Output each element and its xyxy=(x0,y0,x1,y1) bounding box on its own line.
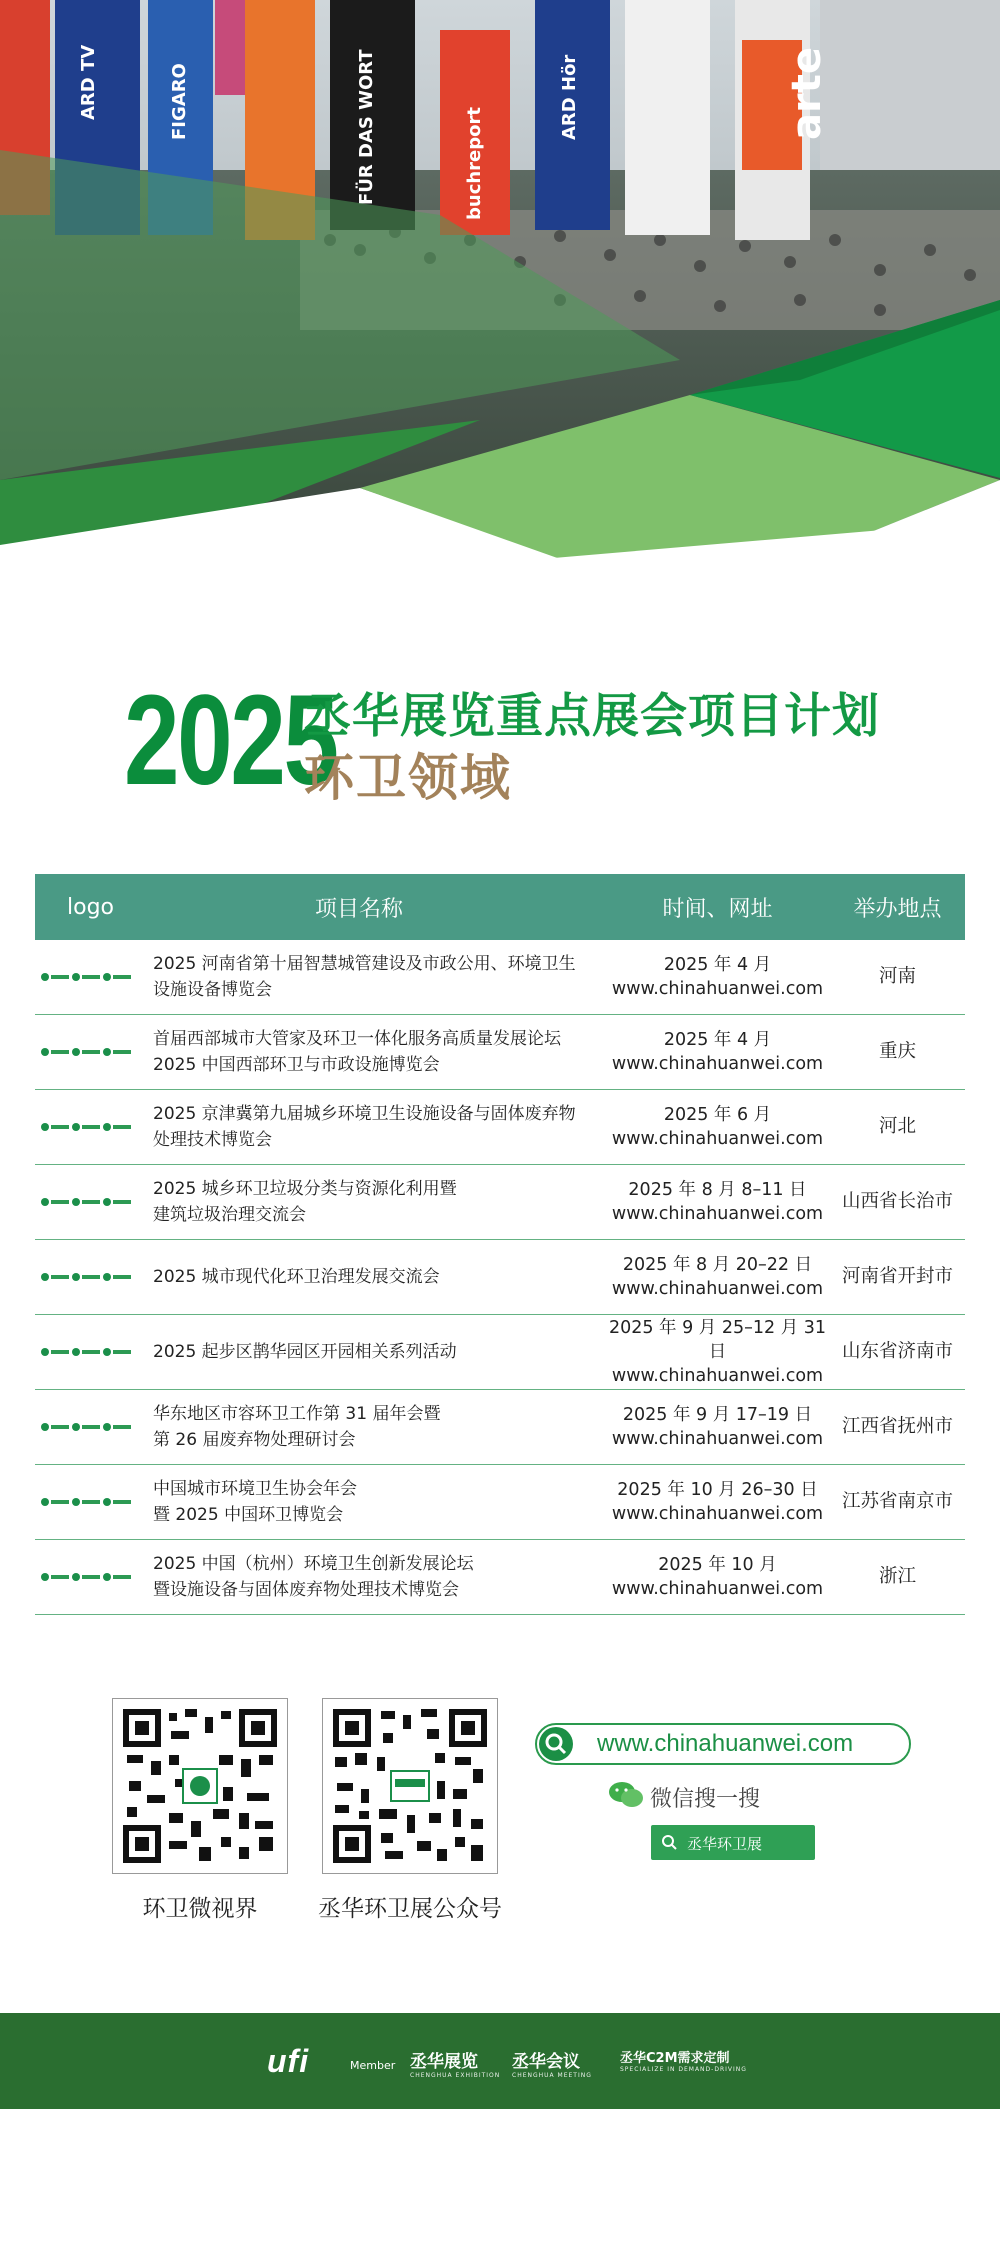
wechat-label-text: 微信搜一搜 xyxy=(650,1787,761,1812)
table-row xyxy=(35,1315,965,1390)
svg-text:buchreport: buchreport xyxy=(464,106,485,220)
project-location: 河南省开封市 xyxy=(841,1266,953,1287)
brand3-name: 丞华C2M需求定制 xyxy=(620,2051,730,2066)
title-block xyxy=(124,669,924,835)
project-name-line1: 2025 城市现代化环卫治理发展交流会 xyxy=(153,1267,440,1287)
project-time xyxy=(605,1553,830,1601)
project-name-line1: 2025 河南省第十届智慧城管建设及市政公用、环境卫生 xyxy=(153,954,576,974)
project-time xyxy=(605,953,830,1001)
project-name-line1: 华东地区市容环卫工作第 31 届年会暨 xyxy=(153,1404,441,1424)
project-url[interactable]: www.chinahuanwei.com xyxy=(611,1054,824,1074)
project-url[interactable]: www.chinahuanwei.com xyxy=(611,1504,824,1524)
brand2-name: 丞华会议 xyxy=(512,2052,580,2072)
svg-text:FÜR DAS WORT: FÜR DAS WORT xyxy=(356,49,377,205)
table-row xyxy=(35,1240,965,1315)
table-body xyxy=(35,940,965,1615)
project-name xyxy=(35,1476,605,1528)
project-name-line2: 建筑垃圾治理交流会 xyxy=(153,1205,306,1225)
qr-code-official-account[interactable] xyxy=(322,1698,498,1874)
footer-brand-bar xyxy=(0,2013,1000,2109)
project-time xyxy=(605,1253,830,1301)
project-location: 河北 xyxy=(878,1116,916,1137)
wechat-search-label xyxy=(650,1782,760,1813)
website-link[interactable] xyxy=(535,1723,911,1765)
project-name xyxy=(35,1401,605,1453)
brand-chenghua-meeting xyxy=(512,2047,592,2079)
title-sub: 环卫领域 xyxy=(304,748,512,807)
wechat-search-box[interactable] xyxy=(651,1825,815,1860)
table-row xyxy=(35,1090,965,1165)
svg-text:ARD Hör: ARD Hör xyxy=(559,54,580,140)
project-time xyxy=(605,1478,830,1526)
project-location: 江西省抚州市 xyxy=(841,1416,953,1437)
project-time xyxy=(605,1316,830,1388)
table-row xyxy=(35,1015,965,1090)
project-name xyxy=(35,1551,605,1603)
exhibition-hall-photo xyxy=(0,0,1000,605)
brand1-sub: CHENGHUA EXHIBITION xyxy=(410,2072,501,2079)
project-name xyxy=(35,1101,605,1153)
project-name-line1: 2025 城乡环卫垃圾分类与资源化利用暨 xyxy=(153,1179,457,1199)
project-location: 江苏省南京市 xyxy=(841,1491,953,1512)
ufi-member-text: Member xyxy=(350,2059,396,2072)
project-url[interactable]: www.chinahuanwei.com xyxy=(611,1579,824,1599)
project-url[interactable]: www.chinahuanwei.com xyxy=(611,1366,824,1386)
project-name-line2: 设施设备博览会 xyxy=(153,980,272,1000)
project-url[interactable]: www.chinahuanwei.com xyxy=(611,1204,824,1224)
project-name-line2: 暨 2025 中国环卫博览会 xyxy=(153,1505,344,1525)
svg-text:arte: arte xyxy=(784,47,830,140)
project-date: 2025 年 10 月 26–30 日 xyxy=(617,1480,818,1500)
project-name-line2: 暨设施设备与固体废弃物处理技术博览会 xyxy=(153,1580,459,1600)
project-name-line1: 2025 京津冀第九届城乡环境卫生设施设备与固体废弃物 xyxy=(153,1104,576,1124)
project-location: 浙江 xyxy=(878,1566,916,1587)
qr-icon xyxy=(333,1709,487,1863)
brand2-sub: CHENGHUA MEETING xyxy=(512,2072,592,2079)
brand3-sub: SPECIALIZE IN DEMAND-DRIVING xyxy=(620,2066,747,2073)
project-name-line1: 2025 起步区鹊华园区开园相关系列活动 xyxy=(153,1342,457,1362)
project-name-line1: 中国城市环境卫生协会年会 xyxy=(153,1479,357,1499)
table-row xyxy=(35,940,965,1015)
project-name xyxy=(35,1176,605,1228)
project-name-line2: 处理技术博览会 xyxy=(153,1130,272,1150)
website-url: www.chinahuanwei.com xyxy=(597,1730,854,1757)
project-date: 2025 年 9 月 17–19 日 xyxy=(622,1405,813,1425)
banner-ard-tv: ARD TV xyxy=(78,44,99,120)
project-name-line2: 第 26 届废弃物处理研讨会 xyxy=(153,1430,356,1450)
search-icon xyxy=(539,1727,573,1761)
project-url[interactable]: www.chinahuanwei.com xyxy=(611,979,824,999)
wechat-icon xyxy=(608,1780,644,1810)
qr-icon xyxy=(123,1709,277,1863)
project-date: 2025 年 8 月 20–22 日 xyxy=(622,1255,813,1275)
table-row xyxy=(35,1390,965,1465)
qr-caption-1: 环卫微视界 xyxy=(142,1896,258,1922)
project-date: 2025 年 4 月 xyxy=(663,1030,772,1050)
project-url[interactable]: www.chinahuanwei.com xyxy=(611,1429,824,1449)
project-name xyxy=(35,1264,605,1290)
brand-chenghua-c2m xyxy=(620,2047,747,2073)
brand-chenghua-exhibition xyxy=(410,2047,500,2079)
project-name-line1: 首届西部城市大管家及环卫一体化服务高质量发展论坛 xyxy=(153,1029,561,1049)
table-row xyxy=(35,1465,965,1540)
project-time xyxy=(605,1178,830,1226)
project-location: 山东省济南市 xyxy=(841,1341,953,1362)
project-name-line1: 2025 中国（杭州）环境卫生创新发展论坛 xyxy=(153,1554,474,1574)
qr-caption-2: 丞华环卫展公众号 xyxy=(318,1896,502,1922)
header-place: 举办地点 xyxy=(853,896,942,922)
search-term: 丞华环卫展 xyxy=(687,1835,763,1853)
project-time xyxy=(605,1028,830,1076)
project-date: 2025 年 9 月 25–12 月 31 日 xyxy=(608,1318,827,1362)
header-logo: logo xyxy=(67,894,114,920)
svg-text:FIGARO: FIGARO xyxy=(169,63,190,140)
project-name-line2: 2025 中国西部环卫与市政设施博览会 xyxy=(153,1055,440,1075)
hero-banner xyxy=(0,0,1000,605)
search-icon xyxy=(661,1834,677,1850)
project-url[interactable]: www.chinahuanwei.com xyxy=(611,1279,824,1299)
project-schedule-table xyxy=(35,874,965,1615)
header-time: 时间、网址 xyxy=(662,896,773,922)
table-row xyxy=(35,1165,965,1240)
header-name: 项目名称 xyxy=(315,896,404,922)
project-time xyxy=(605,1403,830,1451)
table-header xyxy=(35,874,965,940)
project-location: 河南 xyxy=(878,966,916,987)
project-time xyxy=(605,1103,830,1151)
project-name xyxy=(35,951,605,1003)
project-location: 山西省长治市 xyxy=(841,1191,953,1212)
ufi-logo: ufi xyxy=(267,2043,310,2079)
qr-code-huanwei-video[interactable] xyxy=(112,1698,288,1874)
brand1-name: 丞华展览 xyxy=(410,2052,478,2072)
project-date: 2025 年 8 月 8–11 日 xyxy=(628,1180,807,1200)
project-date: 2025 年 6 月 xyxy=(663,1105,772,1125)
project-name xyxy=(35,1339,605,1365)
title-main: 丞华展览重点展会项目计划 xyxy=(304,689,880,744)
project-date: 2025 年 4 月 xyxy=(663,955,772,975)
table-row xyxy=(35,1540,965,1615)
title-year: 2025 xyxy=(124,669,337,812)
project-name xyxy=(35,1026,605,1078)
project-date: 2025 年 10 月 xyxy=(658,1555,777,1575)
project-location: 重庆 xyxy=(878,1041,916,1062)
project-url[interactable]: www.chinahuanwei.com xyxy=(611,1129,824,1149)
